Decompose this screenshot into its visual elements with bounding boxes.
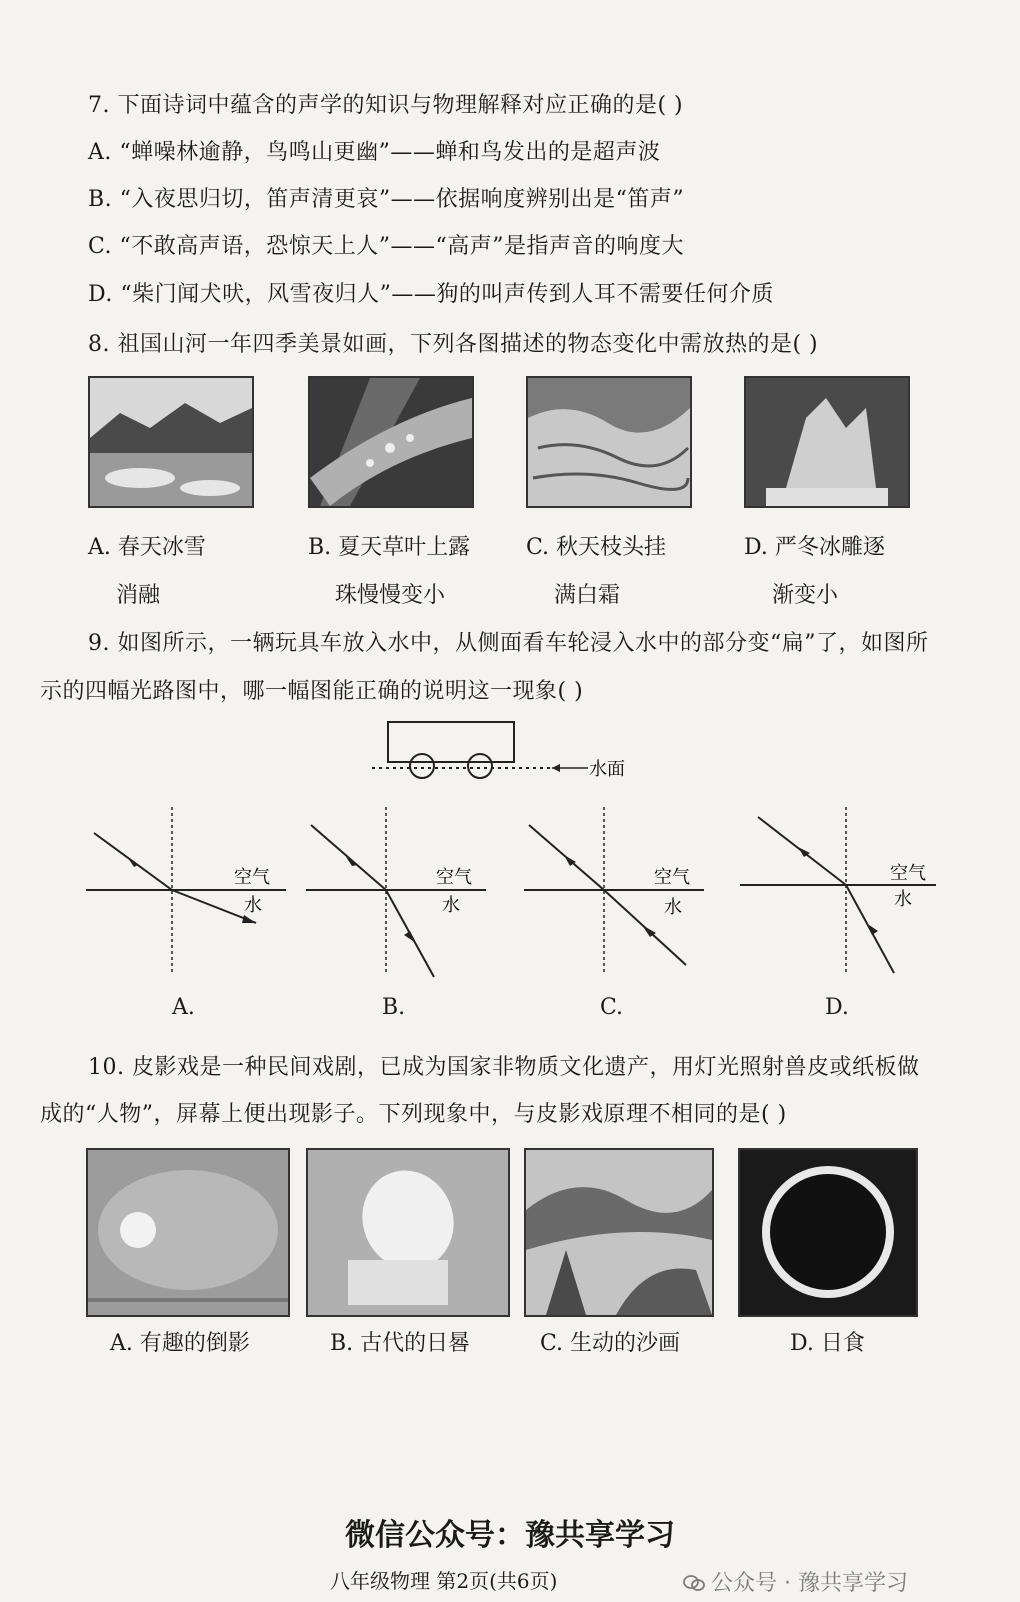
- toy-car-diagram: [360, 718, 660, 788]
- q9-label-d: D.: [825, 995, 849, 1020]
- q8-photo-c: [526, 376, 692, 508]
- car-wheel-left: [410, 754, 434, 778]
- q10-caption-a: A. 有趣的倒影: [110, 1331, 250, 1356]
- q8-caption-c-line1: C. 秋天枝头挂: [526, 535, 667, 560]
- q8-caption-a-line1: A. 春天冰雪: [88, 535, 206, 560]
- q8-stem: 8. 祖国山河一年四季美景如画，下列各图描述的物态变化中需放热的是( ): [88, 332, 819, 357]
- q10-photo-b: [306, 1148, 510, 1317]
- light-path-diagram-a: [86, 805, 286, 980]
- water-label: 水: [244, 895, 262, 916]
- q9-label-b: B.: [382, 995, 406, 1020]
- q10-caption-b: B. 古代的日晷: [330, 1331, 471, 1356]
- ray-in-air: [311, 825, 386, 890]
- ice-sculpture-photo: [746, 378, 908, 506]
- q10-caption-d: D. 日食: [790, 1331, 865, 1356]
- water-label: 水: [442, 895, 460, 916]
- air-label: 空气: [890, 863, 926, 884]
- car-body: [388, 722, 514, 762]
- q8-caption-a-line2: 消融: [116, 583, 161, 608]
- air-label: 空气: [654, 867, 690, 888]
- q7-option-a: A. “蝉噪林逾静，鸟鸣山更幽”——蝉和鸟发出的是超声波: [88, 140, 661, 165]
- car-wheel-right: [468, 754, 492, 778]
- q8-photo-d: [744, 376, 910, 508]
- q10-caption-c: C. 生动的沙画: [540, 1331, 681, 1356]
- sand-painting-photo: [526, 1150, 712, 1315]
- q8-caption-b-line2: 珠慢慢变小: [335, 583, 446, 608]
- q7-option-c: C. “不敢高声语，恐惊天上人”——“高声”是指声音的响度大: [88, 234, 685, 259]
- water-label: 水: [664, 897, 682, 918]
- page-number: 八年级物理 第2页(共6页): [330, 1569, 558, 1593]
- q9-label-a: A.: [172, 995, 195, 1020]
- watermark-text: 公众号 · 豫共享学习: [711, 1571, 908, 1596]
- q7-option-b: B. “入夜思归切，笛声清更哀”——依据响度辨别出是“笛声”: [88, 187, 685, 212]
- q7-stem: 7. 下面诗词中蕴含的声学的知识与物理解释对应正确的是( ): [88, 93, 684, 118]
- light-path-diagram-d: [740, 805, 940, 980]
- air-label: 空气: [234, 867, 270, 888]
- air-label: 空气: [436, 867, 472, 888]
- q10-photo-d: [738, 1148, 918, 1317]
- dew-on-leaf-photo: [310, 378, 472, 506]
- q8-caption-d-line1: D. 严冬冰雕逐: [744, 535, 885, 560]
- melting-snow-photo: [90, 378, 252, 506]
- wechat-logo-icon: [683, 1574, 705, 1592]
- q10-stem-line1: 10. 皮影戏是一种民间戏剧，已成为国家非物质文化遗产，用灯光照射兽皮或纸板做: [88, 1055, 920, 1080]
- q9-stem-line1: 9. 如图所示，一辆玩具车放入水中，从侧面看车轮浸入水中的部分变“扁”了，如图所: [88, 631, 929, 656]
- wechat-account-banner: 微信公众号：豫共享学习: [345, 1518, 675, 1553]
- light-path-diagram-b: [306, 805, 506, 980]
- solar-eclipse-photo: [740, 1150, 916, 1315]
- q8-photo-b: [308, 376, 474, 508]
- q8-photo-a: [88, 376, 254, 508]
- q7-option-d: D. “柴门闻犬吠，风雪夜归人”——狗的叫声传到人耳不需要任何介质: [88, 282, 774, 307]
- frost-photo: [528, 378, 690, 506]
- q8-caption-c-line2: 满白霜: [554, 583, 621, 608]
- sundial-photo: [308, 1150, 508, 1315]
- q10-stem-line2: 成的“人物”，屏幕上便出现影子。下列现象中，与皮影戏原理不相同的是( ): [40, 1102, 787, 1127]
- water-label: 水: [894, 889, 912, 910]
- q9-stem-line2: 示的四幅光路图中，哪一幅图能正确的说明这一现象( ): [40, 679, 584, 704]
- light-path-diagram-c: [524, 805, 724, 980]
- q8-caption-b-line1: B. 夏天草叶上露: [308, 535, 471, 560]
- reflection-photo: [88, 1150, 288, 1315]
- watermark: [683, 1566, 908, 1597]
- q9-label-c: C.: [600, 995, 624, 1020]
- q8-caption-d-line2: 渐变小: [772, 583, 839, 608]
- q10-photo-c: [524, 1148, 714, 1317]
- water-surface-label: 水面: [589, 759, 625, 780]
- q10-photo-a: [86, 1148, 290, 1317]
